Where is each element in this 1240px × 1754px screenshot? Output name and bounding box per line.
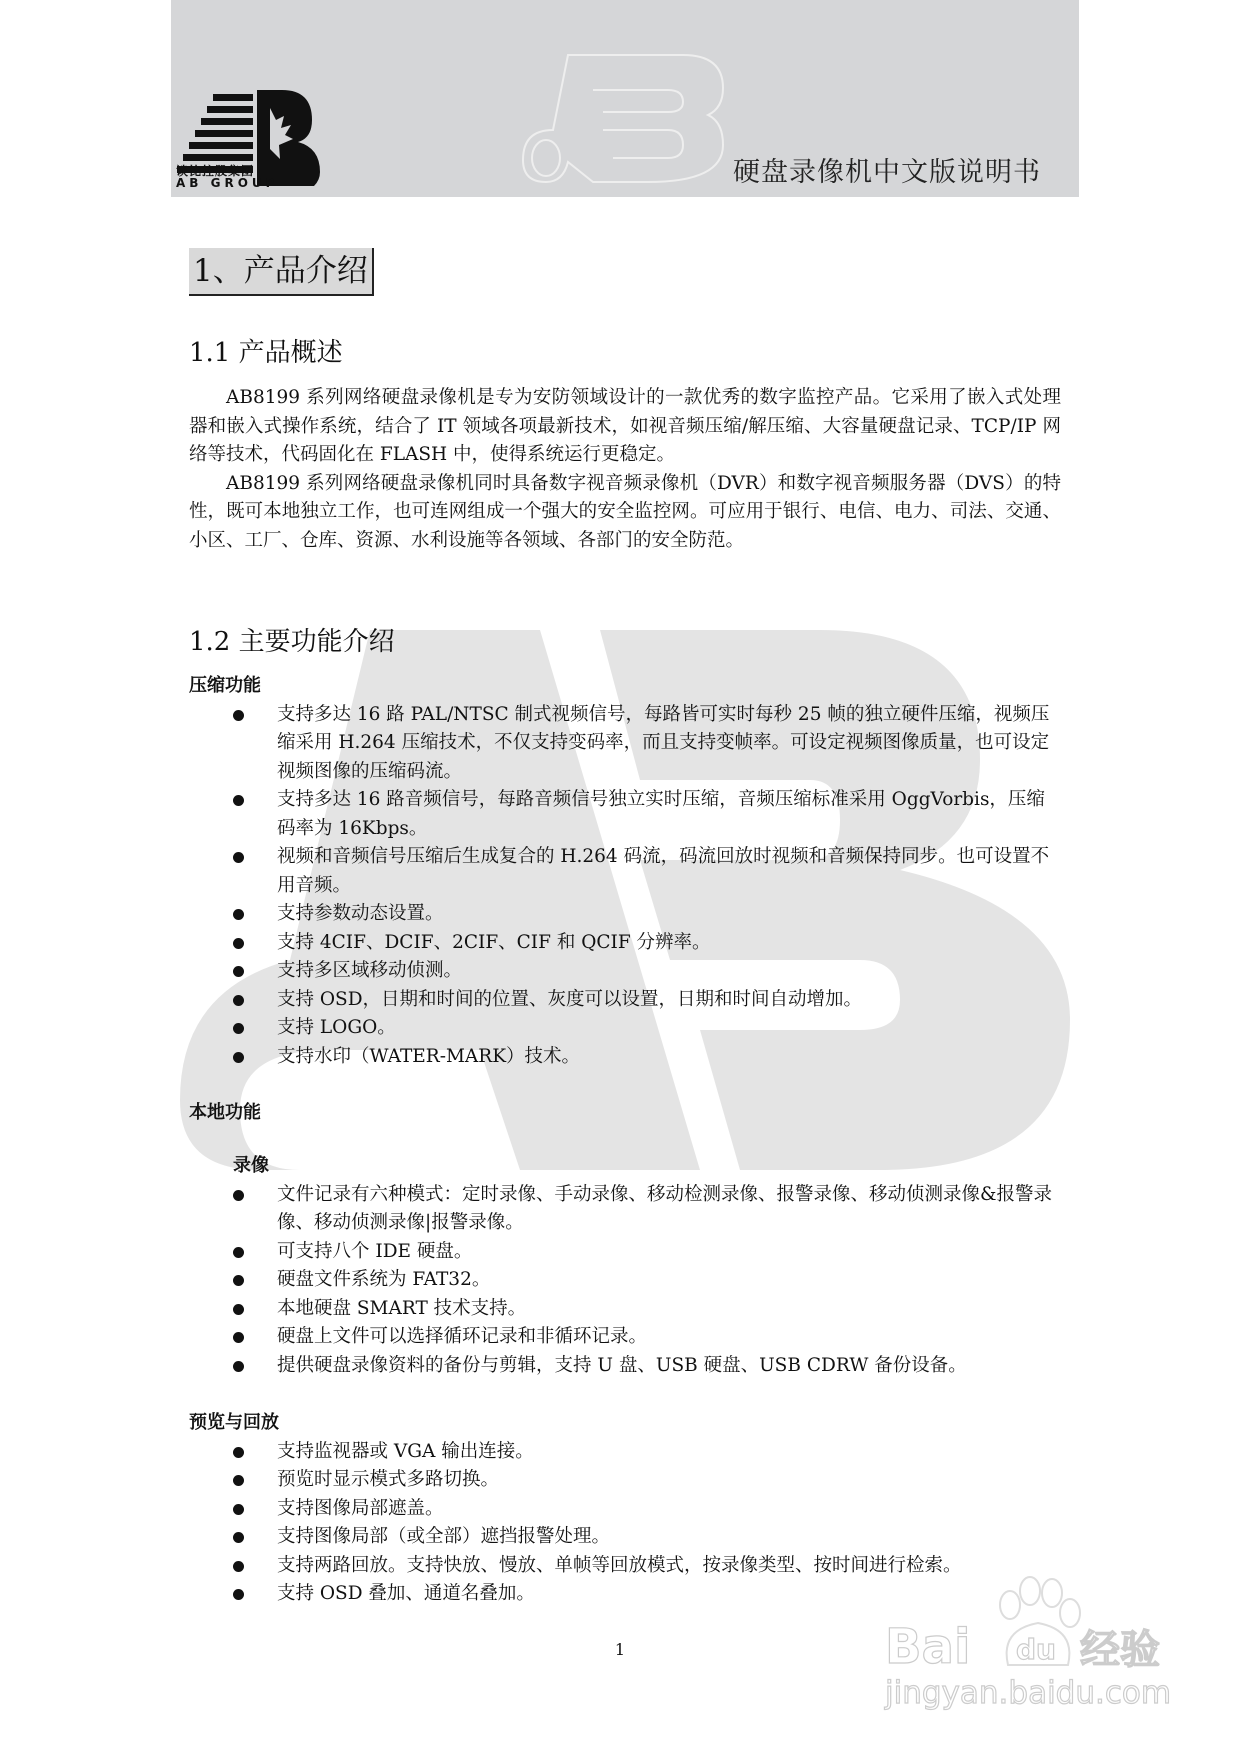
section-title-overview: 1.1 产品概述 — [189, 338, 343, 368]
bullet-icon — [233, 938, 244, 949]
bullet-icon — [233, 1504, 244, 1515]
list-item: 提供硬盘录像资料的备份与剪辑，支持 U 盘、USB 硬盘、USB CDRW 备份设备。 — [189, 1352, 1061, 1381]
bullet-icon — [233, 1023, 244, 1034]
watermark-brand: Bai — [885, 1619, 971, 1675]
baidu-jingyan-watermark — [880, 1575, 1180, 1725]
bullet-icon — [233, 1361, 244, 1372]
svg-text:du: du — [1016, 1633, 1056, 1666]
list-item: 支持图像局部（或全部）遮挡报警处理。 — [189, 1523, 1061, 1552]
list-item: 支持多达 16 路 PAL/NTSC 制式视频信号，每路皆可实时每秒 25 帧的独立硬件压缩，视频压缩采用 H.264 压缩技术，不仅支持变码率，而且支持变帧率。可设定视频图像质量，也可设定视频图像的压缩码流。 — [189, 701, 1061, 787]
bullet-icon — [233, 1190, 244, 1201]
list-item: 支持多区域移动侦测。 — [189, 957, 1061, 986]
bullet-icon — [233, 1532, 244, 1543]
list-item: 硬盘上文件可以选择循环记录和非循环记录。 — [189, 1323, 1061, 1352]
subsection-title: 录像 — [233, 1155, 269, 1176]
list-item: 可支持八个 IDE 硬盘。 — [189, 1238, 1061, 1267]
bullet-icon — [233, 710, 244, 721]
subsection-title: 预览与回放 — [189, 1412, 279, 1433]
section-title-features: 1.2 主要功能介绍 — [189, 627, 395, 657]
list-item: 硬盘文件系统为 FAT32。 — [189, 1266, 1061, 1295]
bullet-icon — [233, 995, 244, 1006]
page-number: 1 — [614, 1640, 626, 1659]
bullet-icon — [233, 1561, 244, 1572]
list-item: 支持参数动态设置。 — [189, 900, 1061, 929]
watermark-url: jingyan.baidu.com — [885, 1675, 1172, 1711]
subsection-title: 压缩功能 — [189, 675, 261, 696]
bullet-icon — [233, 852, 244, 863]
list-item: 支持监视器或 VGA 输出连接。 — [189, 1438, 1061, 1467]
bullet-icon — [233, 1304, 244, 1315]
list-item: 支持 OSD，日期和时间的位置、灰度可以设置，日期和时间自动增加。 — [189, 986, 1061, 1015]
list-item: 支持多达 16 路音频信号，每路音频信号独立实时压缩，音频压缩标准采用 OggVorbis，压缩码率为 16Kbps。 — [189, 786, 1061, 843]
bullet-icon — [233, 1052, 244, 1063]
list-item: 视频和音频信号压缩后生成复合的 H.264 码流，码流回放时视频和音频保持同步。也可设置不用音频。 — [189, 843, 1061, 900]
list-item: 支持水印（WATER-MARK）技术。 — [189, 1043, 1061, 1072]
document-title: 硬盘录像机中文版说明书 — [733, 157, 1041, 188]
list-item: 文件记录有六种模式：定时录像、手动录像、移动检测录像、报警录像、移动侦测录像&报警录像、移动侦测录像|报警录像。 — [189, 1181, 1061, 1238]
bullet-icon — [233, 1447, 244, 1458]
list-item: 支持 OSD 叠加、通道名叠加。 — [189, 1580, 1061, 1609]
list-item: 支持 LOGO。 — [189, 1014, 1061, 1043]
compression-list — [189, 701, 1061, 1072]
bullet-icon — [233, 1247, 244, 1258]
svg-text:经验: 经验 — [1080, 1627, 1160, 1673]
chapter-title: 1、产品介绍 — [189, 248, 374, 296]
recording-list — [189, 1181, 1061, 1381]
list-item: 支持两路回放。支持快放、慢放、单帧等回放模式，按录像类型、按时间进行检索。 — [189, 1552, 1061, 1581]
ab-emboss-emblem — [518, 50, 728, 185]
bullet-icon — [233, 1589, 244, 1600]
bullet-icon — [233, 909, 244, 920]
page-header — [171, 0, 1079, 197]
logo-english-name: AB GROUP — [176, 176, 279, 190]
local-features — [189, 1099, 1061, 1128]
compression-features — [189, 672, 1061, 1071]
logo-chinese-name: 谈比控股集团 — [176, 164, 255, 178]
subsection-title: 本地功能 — [189, 1102, 261, 1123]
list-item: 本地硬盘 SMART 技术支持。 — [189, 1295, 1061, 1324]
overview-text — [189, 384, 1061, 555]
overview-paragraph: AB8199 系列网络硬盘录像机是专为安防领域设计的一款优秀的数字监控产品。它采用了嵌入式处理器和嵌入式操作系统，结合了 IT 领域各项最新技术，如视音频压缩/解压缩、大容量硬盘记录、TCP/IP 网络等技术，代码固化在 FLASH 中，使得系统运行更稳定。 — [189, 387, 1061, 465]
bullet-icon — [233, 795, 244, 806]
bullet-icon — [233, 966, 244, 977]
bullet-icon — [233, 1475, 244, 1486]
bullet-icon — [233, 1332, 244, 1343]
list-item: 预览时显示模式多路切换。 — [189, 1466, 1061, 1495]
recording-features — [189, 1152, 1061, 1380]
overview-paragraph: AB8199 系列网络硬盘录像机同时具备数字视音频录像机（DVR）和数字视音频服务器（DVS）的特性，既可本地独立工作，也可连网组成一个强大的安全监控网。可应用于银行、电信、电力、司法、交通、小区、工厂、仓库、资源、水利设施等各领域、各部门的安全防范。 — [189, 472, 1061, 551]
bullet-icon — [233, 1275, 244, 1286]
list-item: 支持 4CIF、DCIF、2CIF、CIF 和 QCIF 分辨率。 — [189, 929, 1061, 958]
list-item: 支持图像局部遮盖。 — [189, 1495, 1061, 1524]
